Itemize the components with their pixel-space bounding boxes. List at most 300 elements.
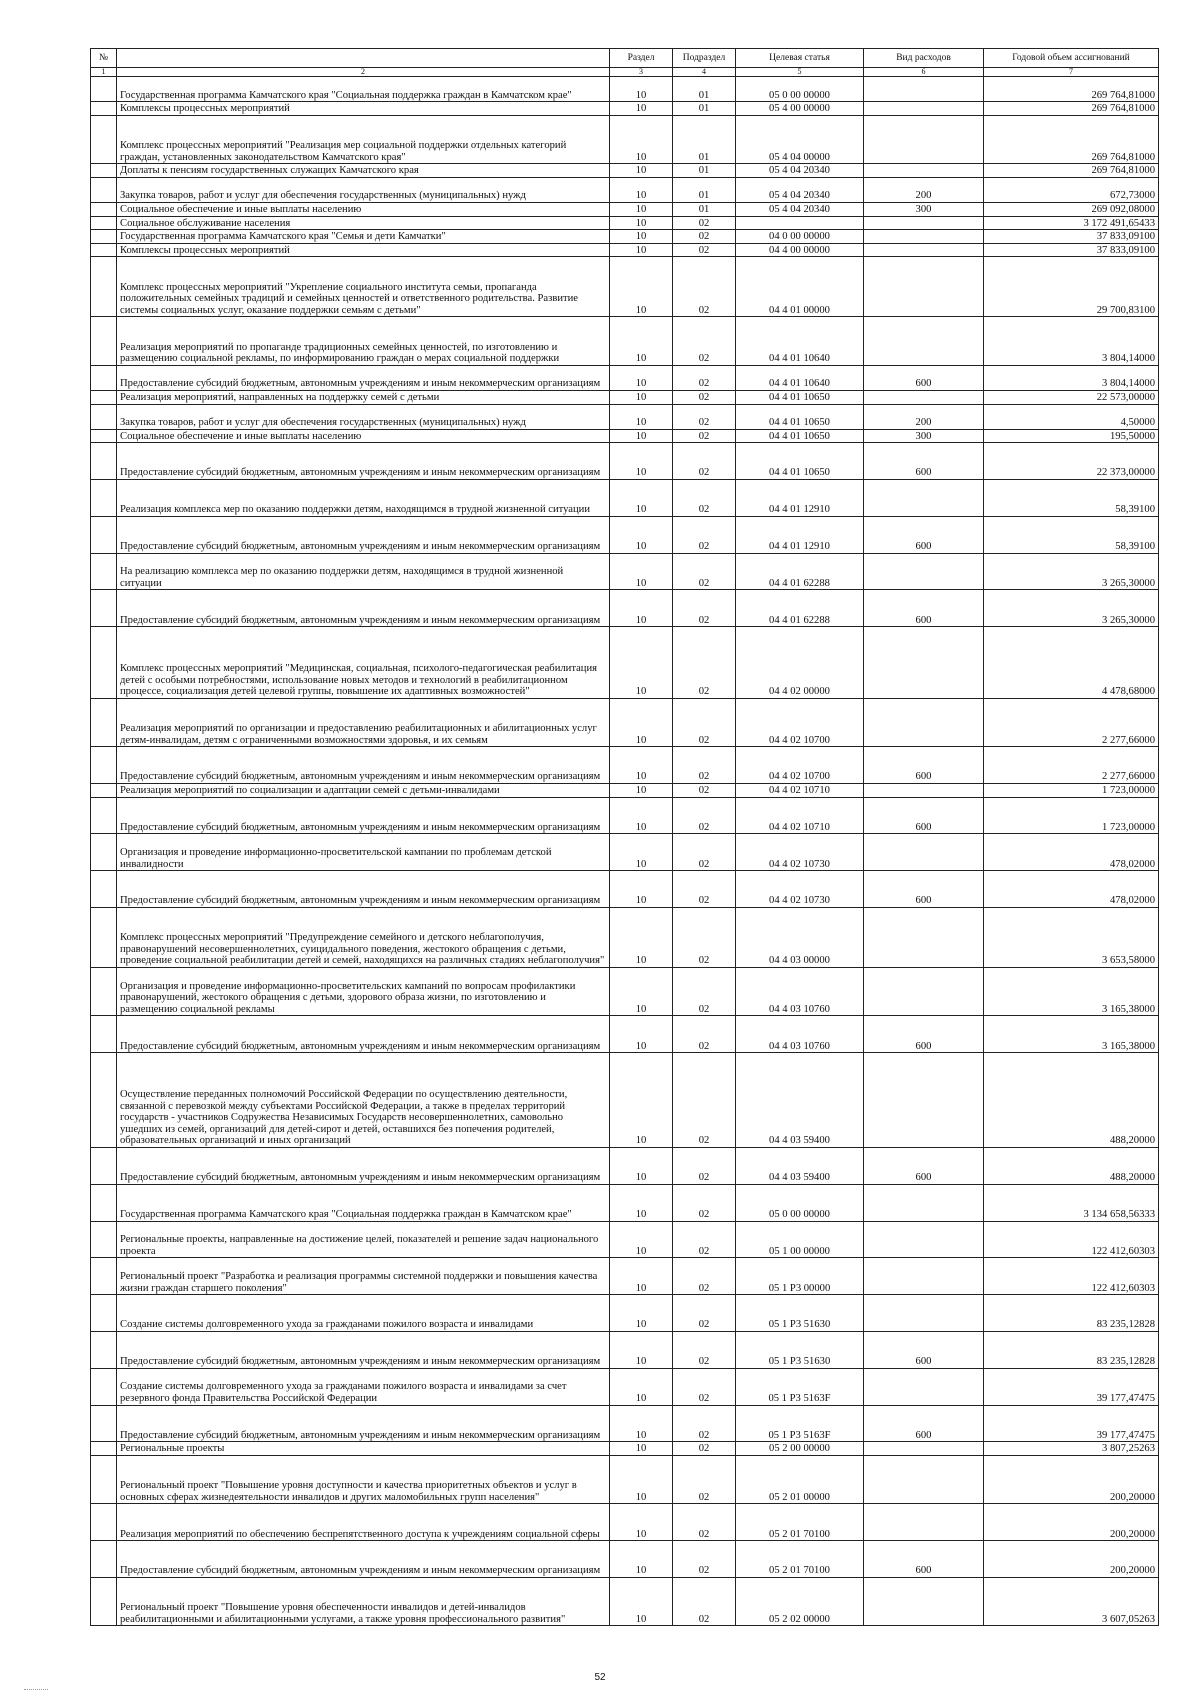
- table-row: [91, 177, 1159, 202]
- table-row: [91, 1541, 1159, 1578]
- row-expense-type-cell: [864, 698, 984, 746]
- table-row: [91, 202, 1159, 216]
- row-name-cell: Реализация мероприятий по социализации и адаптации семей с детьми-инвалидами: [117, 784, 610, 798]
- row-amount-cell: 269 764,81000: [984, 115, 1159, 163]
- row-name-cell: Реализация мероприятий, направленных на поддержку семей с детьми: [117, 390, 610, 404]
- row-target-article-cell: 05 4 04 20340: [736, 177, 864, 202]
- row-amount-cell: 83 235,12828: [984, 1295, 1159, 1332]
- row-name-cell: Предоставление субсидий бюджетным, автономным учреждениям и иным некоммерческим организациям: [117, 797, 610, 834]
- row-podrazdel-cell: 02: [673, 1504, 736, 1541]
- row-expense-type-cell: [864, 480, 984, 517]
- row-name-cell: Государственная программа Камчатского края "Социальная поддержка граждан в Камчатском крае": [117, 77, 610, 102]
- row-amount-cell: 3 607,05263: [984, 1577, 1159, 1625]
- table-row: [91, 115, 1159, 163]
- row-podrazdel-cell: 02: [673, 1455, 736, 1503]
- row-name-cell: Социальное обеспечение и иные выплаты населению: [117, 202, 610, 216]
- table-row: [91, 1148, 1159, 1185]
- table-row: [91, 216, 1159, 230]
- row-target-article-cell: 04 4 02 10700: [736, 747, 864, 784]
- row-razdel-cell: 10: [610, 1455, 673, 1503]
- row-number-cell: [91, 77, 117, 102]
- row-target-article-cell: 05 0 00 00000: [736, 1184, 864, 1221]
- row-razdel-cell: 10: [610, 1148, 673, 1185]
- table-row: [91, 590, 1159, 627]
- row-podrazdel-cell: 01: [673, 102, 736, 116]
- row-number-cell: [91, 908, 117, 968]
- row-razdel-cell: 10: [610, 698, 673, 746]
- row-amount-cell: 672,73000: [984, 177, 1159, 202]
- row-amount-cell: 3 807,25263: [984, 1442, 1159, 1456]
- row-podrazdel-cell: 02: [673, 784, 736, 798]
- row-amount-cell: 269 764,81000: [984, 164, 1159, 178]
- row-target-article-cell: 04 4 02 10700: [736, 698, 864, 746]
- row-amount-cell: 2 277,66000: [984, 747, 1159, 784]
- table-row: [91, 1295, 1159, 1332]
- row-podrazdel-cell: 02: [673, 1221, 736, 1258]
- row-razdel-cell: 10: [610, 1258, 673, 1295]
- row-amount-cell: 478,02000: [984, 871, 1159, 908]
- row-podrazdel-cell: 02: [673, 1295, 736, 1332]
- row-target-article-cell: 04 4 03 59400: [736, 1148, 864, 1185]
- table-row: [91, 443, 1159, 480]
- table-row: [91, 1368, 1159, 1405]
- row-name-cell: Предоставление субсидий бюджетным, автономным учреждениям и иным некоммерческим организациям: [117, 516, 610, 553]
- col-header-razdel: Раздел: [610, 49, 673, 68]
- row-razdel-cell: 10: [610, 1577, 673, 1625]
- row-razdel-cell: 10: [610, 784, 673, 798]
- row-number-cell: [91, 365, 117, 390]
- row-amount-cell: 29 700,83100: [984, 257, 1159, 317]
- row-podrazdel-cell: 02: [673, 797, 736, 834]
- row-expense-type-cell: 600: [864, 747, 984, 784]
- table-row: [91, 1053, 1159, 1148]
- row-razdel-cell: 10: [610, 77, 673, 102]
- row-expense-type-cell: [864, 230, 984, 244]
- row-podrazdel-cell: 02: [673, 317, 736, 365]
- row-amount-cell: 122 412,60303: [984, 1258, 1159, 1295]
- row-amount-cell: 269 092,08000: [984, 202, 1159, 216]
- row-expense-type-cell: 600: [864, 516, 984, 553]
- row-target-article-cell: 04 4 01 10640: [736, 317, 864, 365]
- row-podrazdel-cell: 02: [673, 365, 736, 390]
- row-expense-type-cell: 600: [864, 871, 984, 908]
- row-expense-type-cell: [864, 834, 984, 871]
- row-podrazdel-cell: 02: [673, 230, 736, 244]
- row-number-cell: [91, 590, 117, 627]
- table-row: [91, 1504, 1159, 1541]
- col-number-4: 4: [673, 68, 736, 77]
- row-razdel-cell: 10: [610, 202, 673, 216]
- row-expense-type-cell: 200: [864, 177, 984, 202]
- row-expense-type-cell: [864, 243, 984, 257]
- row-podrazdel-cell: 02: [673, 257, 736, 317]
- row-target-article-cell: 04 4 01 10650: [736, 390, 864, 404]
- row-expense-type-cell: [864, 908, 984, 968]
- row-expense-type-cell: [864, 1221, 984, 1258]
- row-target-article-cell: 05 1 P3 5163F: [736, 1405, 864, 1442]
- row-razdel-cell: 10: [610, 1541, 673, 1578]
- row-name-cell: Комплекс процессных мероприятий "Реализация мер социальной поддержки отдельных категорий граждан, установленных законодательством Камчатского края": [117, 115, 610, 163]
- row-expense-type-cell: [864, 1455, 984, 1503]
- row-razdel-cell: 10: [610, 1368, 673, 1405]
- row-podrazdel-cell: 02: [673, 1541, 736, 1578]
- row-expense-type-cell: 600: [864, 1332, 984, 1369]
- row-podrazdel-cell: 02: [673, 404, 736, 429]
- table-row: [91, 429, 1159, 443]
- row-target-article-cell: 04 4 02 10710: [736, 784, 864, 798]
- table-row: [91, 908, 1159, 968]
- row-target-article-cell: 04 0 00 00000: [736, 230, 864, 244]
- table-row: [91, 1184, 1159, 1221]
- row-number-cell: [91, 516, 117, 553]
- row-target-article-cell: 05 0 00 00000: [736, 77, 864, 102]
- row-razdel-cell: 10: [610, 164, 673, 178]
- row-target-article-cell: 05 4 04 20340: [736, 202, 864, 216]
- row-razdel-cell: 10: [610, 1295, 673, 1332]
- row-target-article-cell: 05 2 00 00000: [736, 1442, 864, 1456]
- row-expense-type-cell: [864, 1577, 984, 1625]
- row-podrazdel-cell: 02: [673, 871, 736, 908]
- row-razdel-cell: 10: [610, 1221, 673, 1258]
- row-podrazdel-cell: 02: [673, 390, 736, 404]
- row-podrazdel-cell: 02: [673, 1405, 736, 1442]
- table-row: [91, 516, 1159, 553]
- row-expense-type-cell: [864, 77, 984, 102]
- row-amount-cell: 37 833,09100: [984, 243, 1159, 257]
- row-podrazdel-cell: 01: [673, 164, 736, 178]
- row-target-article-cell: 05 1 P3 51630: [736, 1295, 864, 1332]
- row-expense-type-cell: 600: [864, 1148, 984, 1185]
- row-podrazdel-cell: 02: [673, 553, 736, 590]
- row-podrazdel-cell: 02: [673, 908, 736, 968]
- row-target-article-cell: 05 4 04 20340: [736, 164, 864, 178]
- row-name-cell: Социальное обслуживание населения: [117, 216, 610, 230]
- row-razdel-cell: 10: [610, 317, 673, 365]
- col-header-expense-type: Вид расходов: [864, 49, 984, 68]
- row-name-cell: Создание системы долговременного ухода за гражданами пожилого возраста и инвалидами: [117, 1295, 610, 1332]
- row-amount-cell: 2 277,66000: [984, 698, 1159, 746]
- row-amount-cell: 58,39100: [984, 516, 1159, 553]
- row-razdel-cell: 10: [610, 1442, 673, 1456]
- row-name-cell: Организация и проведение информационно-просветительских кампаний по вопросам профилактики правонарушений, жестокого обращения с детьми, здорового образа жизни, по изготовлению и размещению социальной рекламы: [117, 968, 610, 1016]
- row-podrazdel-cell: 02: [673, 1577, 736, 1625]
- table-row: [91, 102, 1159, 116]
- row-razdel-cell: 10: [610, 177, 673, 202]
- col-number-2: 2: [117, 68, 610, 77]
- table-body: [91, 77, 1159, 1626]
- row-podrazdel-cell: 02: [673, 429, 736, 443]
- row-podrazdel-cell: 02: [673, 1184, 736, 1221]
- row-expense-type-cell: [864, 627, 984, 699]
- row-number-cell: [91, 747, 117, 784]
- row-number-cell: [91, 443, 117, 480]
- row-number-cell: [91, 1221, 117, 1258]
- row-number-cell: [91, 1455, 117, 1503]
- row-target-article-cell: 04 4 00 00000: [736, 243, 864, 257]
- row-name-cell: Организация и проведение информационно-просветительской кампании по проблемам детской инвалидности: [117, 834, 610, 871]
- page-number: 52: [594, 1672, 606, 1683]
- row-amount-cell: 3 804,14000: [984, 317, 1159, 365]
- row-name-cell: Региональный проект "Повышение уровня доступности и качества приоритетных объектов и услуг в основных сферах жизнедеятельности инвалидов и других маломобильных групп населения": [117, 1455, 610, 1503]
- table-row: [91, 230, 1159, 244]
- row-number-cell: [91, 390, 117, 404]
- row-amount-cell: 3 265,30000: [984, 590, 1159, 627]
- row-number-cell: [91, 429, 117, 443]
- row-amount-cell: 269 764,81000: [984, 102, 1159, 116]
- row-expense-type-cell: 300: [864, 429, 984, 443]
- table-row: [91, 553, 1159, 590]
- row-podrazdel-cell: 02: [673, 516, 736, 553]
- row-podrazdel-cell: 02: [673, 216, 736, 230]
- row-expense-type-cell: [864, 1368, 984, 1405]
- row-name-cell: Комплексы процессных мероприятий: [117, 243, 610, 257]
- row-expense-type-cell: [864, 102, 984, 116]
- row-number-cell: [91, 553, 117, 590]
- row-amount-cell: 478,02000: [984, 834, 1159, 871]
- row-expense-type-cell: 600: [864, 797, 984, 834]
- table-row: [91, 1016, 1159, 1053]
- row-name-cell: Предоставление субсидий бюджетным, автономным учреждениям и иным некоммерческим организациям: [117, 590, 610, 627]
- row-expense-type-cell: [864, 1504, 984, 1541]
- row-expense-type-cell: 300: [864, 202, 984, 216]
- row-razdel-cell: 10: [610, 230, 673, 244]
- row-amount-cell: 39 177,47475: [984, 1368, 1159, 1405]
- row-name-cell: Предоставление субсидий бюджетным, автономным учреждениям и иным некоммерческим организациям: [117, 1405, 610, 1442]
- row-number-cell: [91, 1148, 117, 1185]
- row-amount-cell: 488,20000: [984, 1053, 1159, 1148]
- row-target-article-cell: 04 4 01 00000: [736, 257, 864, 317]
- row-target-article-cell: 04 4 02 10730: [736, 871, 864, 908]
- row-number-cell: [91, 216, 117, 230]
- table-row: [91, 968, 1159, 1016]
- row-razdel-cell: 10: [610, 257, 673, 317]
- row-number-cell: [91, 1442, 117, 1456]
- row-expense-type-cell: [864, 1295, 984, 1332]
- table-row: [91, 797, 1159, 834]
- col-header-annual-amount: Годовой объем ассигнований: [984, 49, 1159, 68]
- row-razdel-cell: 10: [610, 834, 673, 871]
- row-name-cell: Предоставление субсидий бюджетным, автономным учреждениям и иным некоммерческим организациям: [117, 747, 610, 784]
- row-number-cell: [91, 834, 117, 871]
- row-number-cell: [91, 230, 117, 244]
- row-amount-cell: 269 764,81000: [984, 77, 1159, 102]
- table-row: [91, 404, 1159, 429]
- row-expense-type-cell: [864, 1053, 984, 1148]
- row-amount-cell: 200,20000: [984, 1455, 1159, 1503]
- row-target-article-cell: 04 4 02 10730: [736, 834, 864, 871]
- row-razdel-cell: 10: [610, 365, 673, 390]
- row-expense-type-cell: [864, 257, 984, 317]
- row-number-cell: [91, 871, 117, 908]
- row-razdel-cell: 10: [610, 516, 673, 553]
- row-target-article-cell: 05 1 P3 51630: [736, 1332, 864, 1369]
- row-amount-cell: 122 412,60303: [984, 1221, 1159, 1258]
- row-expense-type-cell: 600: [864, 1405, 984, 1442]
- row-expense-type-cell: 600: [864, 590, 984, 627]
- row-expense-type-cell: [864, 115, 984, 163]
- row-target-article-cell: 05 2 02 00000: [736, 1577, 864, 1625]
- row-number-cell: [91, 404, 117, 429]
- row-name-cell: Региональные проекты, направленные на достижение целей, показателей и решение задач национального проекта: [117, 1221, 610, 1258]
- row-razdel-cell: 10: [610, 1184, 673, 1221]
- row-razdel-cell: 10: [610, 590, 673, 627]
- row-target-article-cell: 04 4 02 00000: [736, 627, 864, 699]
- row-name-cell: Комплекс процессных мероприятий "Медицинская, социальная, психолого-педагогическая реабилитация детей с особыми потребностями, использование новых методов и технологий в реабилитационном процессе, социализация детей целевой группы, повышение их адаптивных возможностей": [117, 627, 610, 699]
- row-name-cell: Предоставление субсидий бюджетным, автономным учреждениям и иным некоммерческим организациям: [117, 443, 610, 480]
- table-row: [91, 698, 1159, 746]
- row-name-cell: Региональный проект "Разработка и реализация программы системной поддержки и повышения качества жизни граждан старшего поколения": [117, 1258, 610, 1295]
- row-podrazdel-cell: 02: [673, 443, 736, 480]
- row-razdel-cell: 10: [610, 1504, 673, 1541]
- row-amount-cell: 200,20000: [984, 1504, 1159, 1541]
- row-number-cell: [91, 1016, 117, 1053]
- row-expense-type-cell: 600: [864, 1016, 984, 1053]
- row-target-article-cell: 05 2 01 70100: [736, 1504, 864, 1541]
- row-expense-type-cell: [864, 968, 984, 1016]
- row-razdel-cell: 10: [610, 115, 673, 163]
- row-expense-type-cell: [864, 1184, 984, 1221]
- row-target-article-cell: 04 4 01 10650: [736, 429, 864, 443]
- row-amount-cell: 3 804,14000: [984, 365, 1159, 390]
- row-amount-cell: 4,50000: [984, 404, 1159, 429]
- row-amount-cell: 58,39100: [984, 480, 1159, 517]
- row-razdel-cell: 10: [610, 243, 673, 257]
- col-header-number: №: [91, 49, 117, 68]
- row-target-article-cell: [736, 216, 864, 230]
- row-razdel-cell: 10: [610, 102, 673, 116]
- row-number-cell: [91, 1332, 117, 1369]
- table-row: [91, 480, 1159, 517]
- table-row: [91, 1221, 1159, 1258]
- row-amount-cell: 1 723,00000: [984, 797, 1159, 834]
- row-name-cell: На реализацию комплекса мер по оказанию поддержки детям, находящимся в трудной жизненной ситуации: [117, 553, 610, 590]
- row-name-cell: Предоставление субсидий бюджетным, автономным учреждениям и иным некоммерческим организациям: [117, 1541, 610, 1578]
- row-podrazdel-cell: 02: [673, 590, 736, 627]
- col-header-podrazdel: Подраздел: [673, 49, 736, 68]
- table-row: [91, 1332, 1159, 1369]
- row-number-cell: [91, 627, 117, 699]
- row-name-cell: Создание системы долговременного ухода за гражданами пожилого возраста и инвалидами за счет резервного фонда Правительства Российской Федерации: [117, 1368, 610, 1405]
- table-row: [91, 164, 1159, 178]
- row-number-cell: [91, 1295, 117, 1332]
- row-razdel-cell: 10: [610, 216, 673, 230]
- row-amount-cell: 39 177,47475: [984, 1405, 1159, 1442]
- row-target-article-cell: 05 2 01 00000: [736, 1455, 864, 1503]
- row-podrazdel-cell: 02: [673, 627, 736, 699]
- row-target-article-cell: 04 4 03 00000: [736, 908, 864, 968]
- row-amount-cell: 195,50000: [984, 429, 1159, 443]
- row-amount-cell: 488,20000: [984, 1148, 1159, 1185]
- row-number-cell: [91, 698, 117, 746]
- row-name-cell: Предоставление субсидий бюджетным, автономным учреждениям и иным некоммерческим организациям: [117, 1332, 610, 1369]
- row-razdel-cell: 10: [610, 553, 673, 590]
- row-target-article-cell: 04 4 01 62288: [736, 553, 864, 590]
- row-target-article-cell: 05 1 P3 5163F: [736, 1368, 864, 1405]
- row-amount-cell: 1 723,00000: [984, 784, 1159, 798]
- table-row: [91, 1455, 1159, 1503]
- row-name-cell: Региональный проект "Повышение уровня обеспеченности инвалидов и детей-инвалидов реабилитационными и абилитационными услугами, а также уровня профессионального развития": [117, 1577, 610, 1625]
- row-number-cell: [91, 1184, 117, 1221]
- row-expense-type-cell: [864, 553, 984, 590]
- col-number-1: 1: [91, 68, 117, 77]
- row-target-article-cell: 04 4 01 12910: [736, 516, 864, 553]
- row-razdel-cell: 10: [610, 443, 673, 480]
- row-number-cell: [91, 164, 117, 178]
- row-amount-cell: 83 235,12828: [984, 1332, 1159, 1369]
- row-number-cell: [91, 115, 117, 163]
- row-podrazdel-cell: 02: [673, 1148, 736, 1185]
- row-name-cell: Комплекс процессных мероприятий "Укрепление социального института семьи, пропаганда положительных семейных традиций и семейных ценностей и ответственного родительства. Развитие системы социальных услуг, оказание поддержки семьям с детьми": [117, 257, 610, 317]
- row-target-article-cell: 04 4 01 12910: [736, 480, 864, 517]
- row-amount-cell: 4 478,68000: [984, 627, 1159, 699]
- row-number-cell: [91, 257, 117, 317]
- row-target-article-cell: 05 4 00 00000: [736, 102, 864, 116]
- row-name-cell: Комплексы процессных мероприятий: [117, 102, 610, 116]
- table-row: [91, 1577, 1159, 1625]
- row-target-article-cell: 04 4 01 10650: [736, 404, 864, 429]
- table-row: [91, 390, 1159, 404]
- row-name-cell: Государственная программа Камчатского края "Социальная поддержка граждан в Камчатском крае": [117, 1184, 610, 1221]
- row-expense-type-cell: 600: [864, 1541, 984, 1578]
- row-name-cell: Реализация комплекса мер по оказанию поддержки детям, находящимся в трудной жизненной ситуации: [117, 480, 610, 517]
- row-amount-cell: 3 134 658,56333: [984, 1184, 1159, 1221]
- table-row: [91, 784, 1159, 798]
- scan-mark: [24, 1689, 48, 1692]
- col-number-3: 3: [610, 68, 673, 77]
- row-target-article-cell: 04 4 03 10760: [736, 968, 864, 1016]
- row-number-cell: [91, 968, 117, 1016]
- row-number-cell: [91, 1577, 117, 1625]
- row-target-article-cell: 04 4 01 10640: [736, 365, 864, 390]
- row-number-cell: [91, 784, 117, 798]
- table-row: [91, 257, 1159, 317]
- row-target-article-cell: 04 4 03 59400: [736, 1053, 864, 1148]
- row-number-cell: [91, 202, 117, 216]
- row-expense-type-cell: [864, 1258, 984, 1295]
- row-name-cell: Предоставление субсидий бюджетным, автономным учреждениям и иным некоммерческим организациям: [117, 1148, 610, 1185]
- row-target-article-cell: 04 4 03 10760: [736, 1016, 864, 1053]
- row-target-article-cell: 04 4 01 10650: [736, 443, 864, 480]
- row-name-cell: Реализация мероприятий по пропаганде традиционных семейных ценностей, по изготовлению и размещению социальной рекламы, по информированию граждан о мерах социальной поддержки: [117, 317, 610, 365]
- row-number-cell: [91, 480, 117, 517]
- budget-table: [90, 48, 1159, 1626]
- row-razdel-cell: 10: [610, 627, 673, 699]
- col-header-target-article: Целевая статья: [736, 49, 864, 68]
- row-expense-type-cell: [864, 784, 984, 798]
- row-amount-cell: 3 265,30000: [984, 553, 1159, 590]
- row-razdel-cell: 10: [610, 1016, 673, 1053]
- row-target-article-cell: 04 4 01 62288: [736, 590, 864, 627]
- table-row: [91, 871, 1159, 908]
- row-razdel-cell: 10: [610, 747, 673, 784]
- row-expense-type-cell: [864, 1442, 984, 1456]
- table-row: [91, 834, 1159, 871]
- row-target-article-cell: 05 1 00 00000: [736, 1221, 864, 1258]
- row-target-article-cell: 05 1 P3 00000: [736, 1258, 864, 1295]
- row-name-cell: Закупка товаров, работ и услуг для обеспечения государственных (муниципальных) нужд: [117, 177, 610, 202]
- row-name-cell: Осуществление переданных полномочий Российской Федерации по осуществлению деятельности, связанной с перевозкой между субъектами Российской Федерации, а также в пределах территорий государств - участников Содружества Независимых Государств несовершеннолетних, самовольно ушедших из семей, организаций для детей-сирот и детей, оставшихся без попечения родителей, образовательных организаций и иных организаций: [117, 1053, 610, 1148]
- col-number-6: 6: [864, 68, 984, 77]
- row-expense-type-cell: [864, 164, 984, 178]
- row-amount-cell: 37 833,09100: [984, 230, 1159, 244]
- row-razdel-cell: 10: [610, 1053, 673, 1148]
- row-razdel-cell: 10: [610, 797, 673, 834]
- row-razdel-cell: 10: [610, 390, 673, 404]
- row-podrazdel-cell: 02: [673, 968, 736, 1016]
- row-podrazdel-cell: 01: [673, 202, 736, 216]
- row-podrazdel-cell: 01: [673, 177, 736, 202]
- row-razdel-cell: 10: [610, 871, 673, 908]
